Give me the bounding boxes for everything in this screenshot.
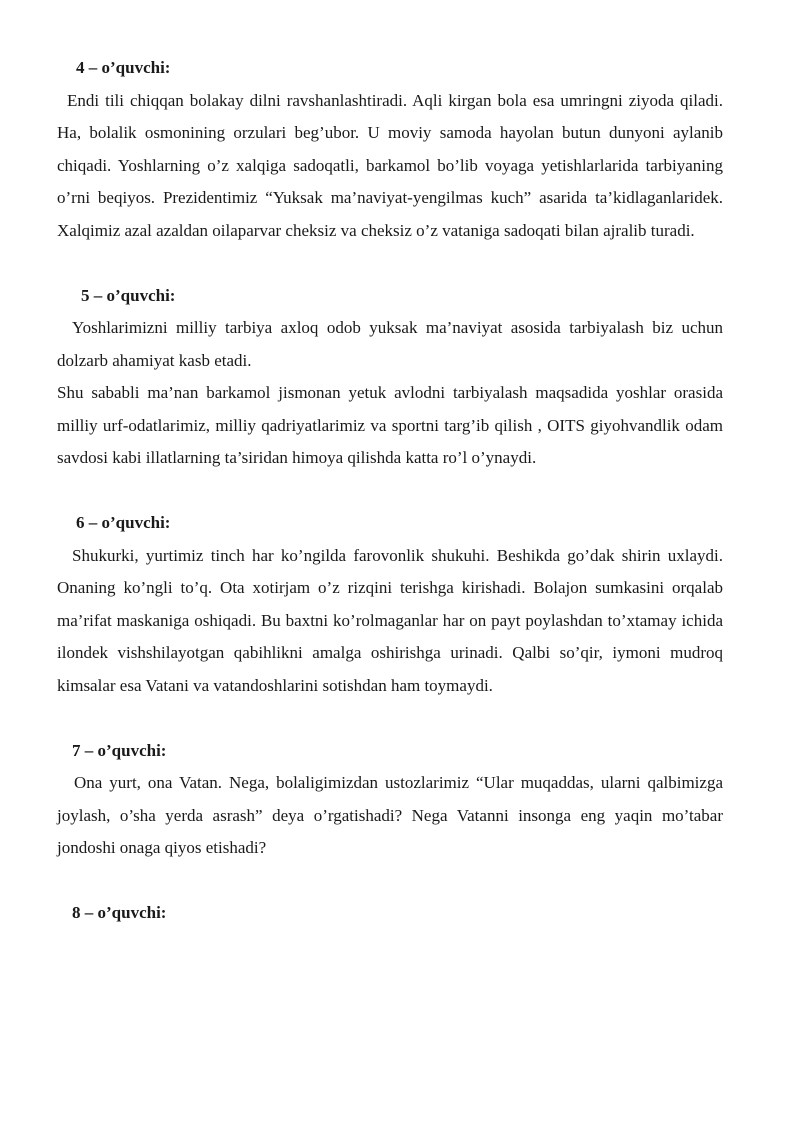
section-paragraph: Yoshlarimizni milliy tarbiya axloq odob yuksak ma’naviyat asosida tarbiyalash biz uchun dolzarb ahamiyat kasb etadi. bbox=[57, 318, 723, 370]
section-student-7 bbox=[57, 735, 723, 865]
section-student-8 bbox=[57, 897, 723, 930]
section-student-4 bbox=[57, 52, 723, 247]
section-paragraph: Shukurki, yurtimiz tinch har ko’ngilda farovonlik shukuhi. Beshikda go’dak shirin uxlaydi. Onaning ko’ngli to’q. Ota xotirjam o’z rizqini terishga kirishadi. Bolajon sumkasini orqalab ma’rifat maskaniga oshiqadi. Bu baxtni ko’rolmaganlar har on payt poylashdan to’xtamay ichida ilondek vishshilayotgan qabihlikni amalga oshirishga urinadi. Qalbi so’qir, iymoni mudroq kimsalar esa Vatani va vatandoshlarini sotishdan ham toymaydi. bbox=[57, 545, 723, 695]
section-spacer bbox=[57, 702, 723, 735]
section-heading: 4 – o’quvchi: bbox=[76, 58, 171, 77]
section-heading: 5 – o’quvchi: bbox=[81, 285, 176, 305]
section-spacer bbox=[57, 865, 723, 898]
section-paragraph: Endi tili chiqqan bolakay dilni ravshanlashtiradi. Aqli kirgan bola esa umringni ziyoda qiladi. Ha, bolalik osmonining orzulari beg’ubor. U moviy samoda hayolan butun dunyoni aylanib chiqadi. Yoshlarning o’z xalqiga sadoqatli, barkamol bo’lib voyaga yetishlarlarida tarbiyaning o’rni beqiyos. Prezidentimiz “Yuksak ma’naviyat-yengilmas kuch” asarida ta’kidlaganlaridek. Xalqimiz azal azaldan oilaparvar cheksiz va cheksiz o’z vataniga sadoqati bilan ajralib turadi. bbox=[57, 90, 723, 240]
document-page bbox=[57, 52, 723, 930]
section-heading: 6 – o’quvchi: bbox=[76, 513, 171, 532]
section-heading: 8 – o’quvchi: bbox=[72, 903, 167, 922]
section-paragraph: Shu sababli ma’nan barkamol jismonan yetuk avlodni tarbiyalash maqsadida yoshlar orasida milliy urf-odatlarimiz, milliy qadriyatlarimiz va sportni targ’ib qilish , OITS giyohvandlik odam savdosi kabi illatlarning ta’siridan himoya qilishda katta ro’l o’ynaydi. bbox=[57, 383, 723, 467]
section-spacer bbox=[57, 247, 723, 280]
section-heading: 7 – o’quvchi: bbox=[72, 740, 167, 760]
section-student-5 bbox=[57, 280, 723, 475]
section-student-6 bbox=[57, 507, 723, 702]
section-spacer bbox=[57, 475, 723, 508]
section-paragraph: Ona yurt, ona Vatan. Nega, bolaligimizdan ustozlarimiz “Ular muqaddas, ularni qalbimizga joylash, o’sha yerda asrash” deya o’rgatishadi? Nega Vatanni insonga eng yaqin mo’tabar jondoshi onaga qiyos etishadi? bbox=[57, 773, 723, 857]
